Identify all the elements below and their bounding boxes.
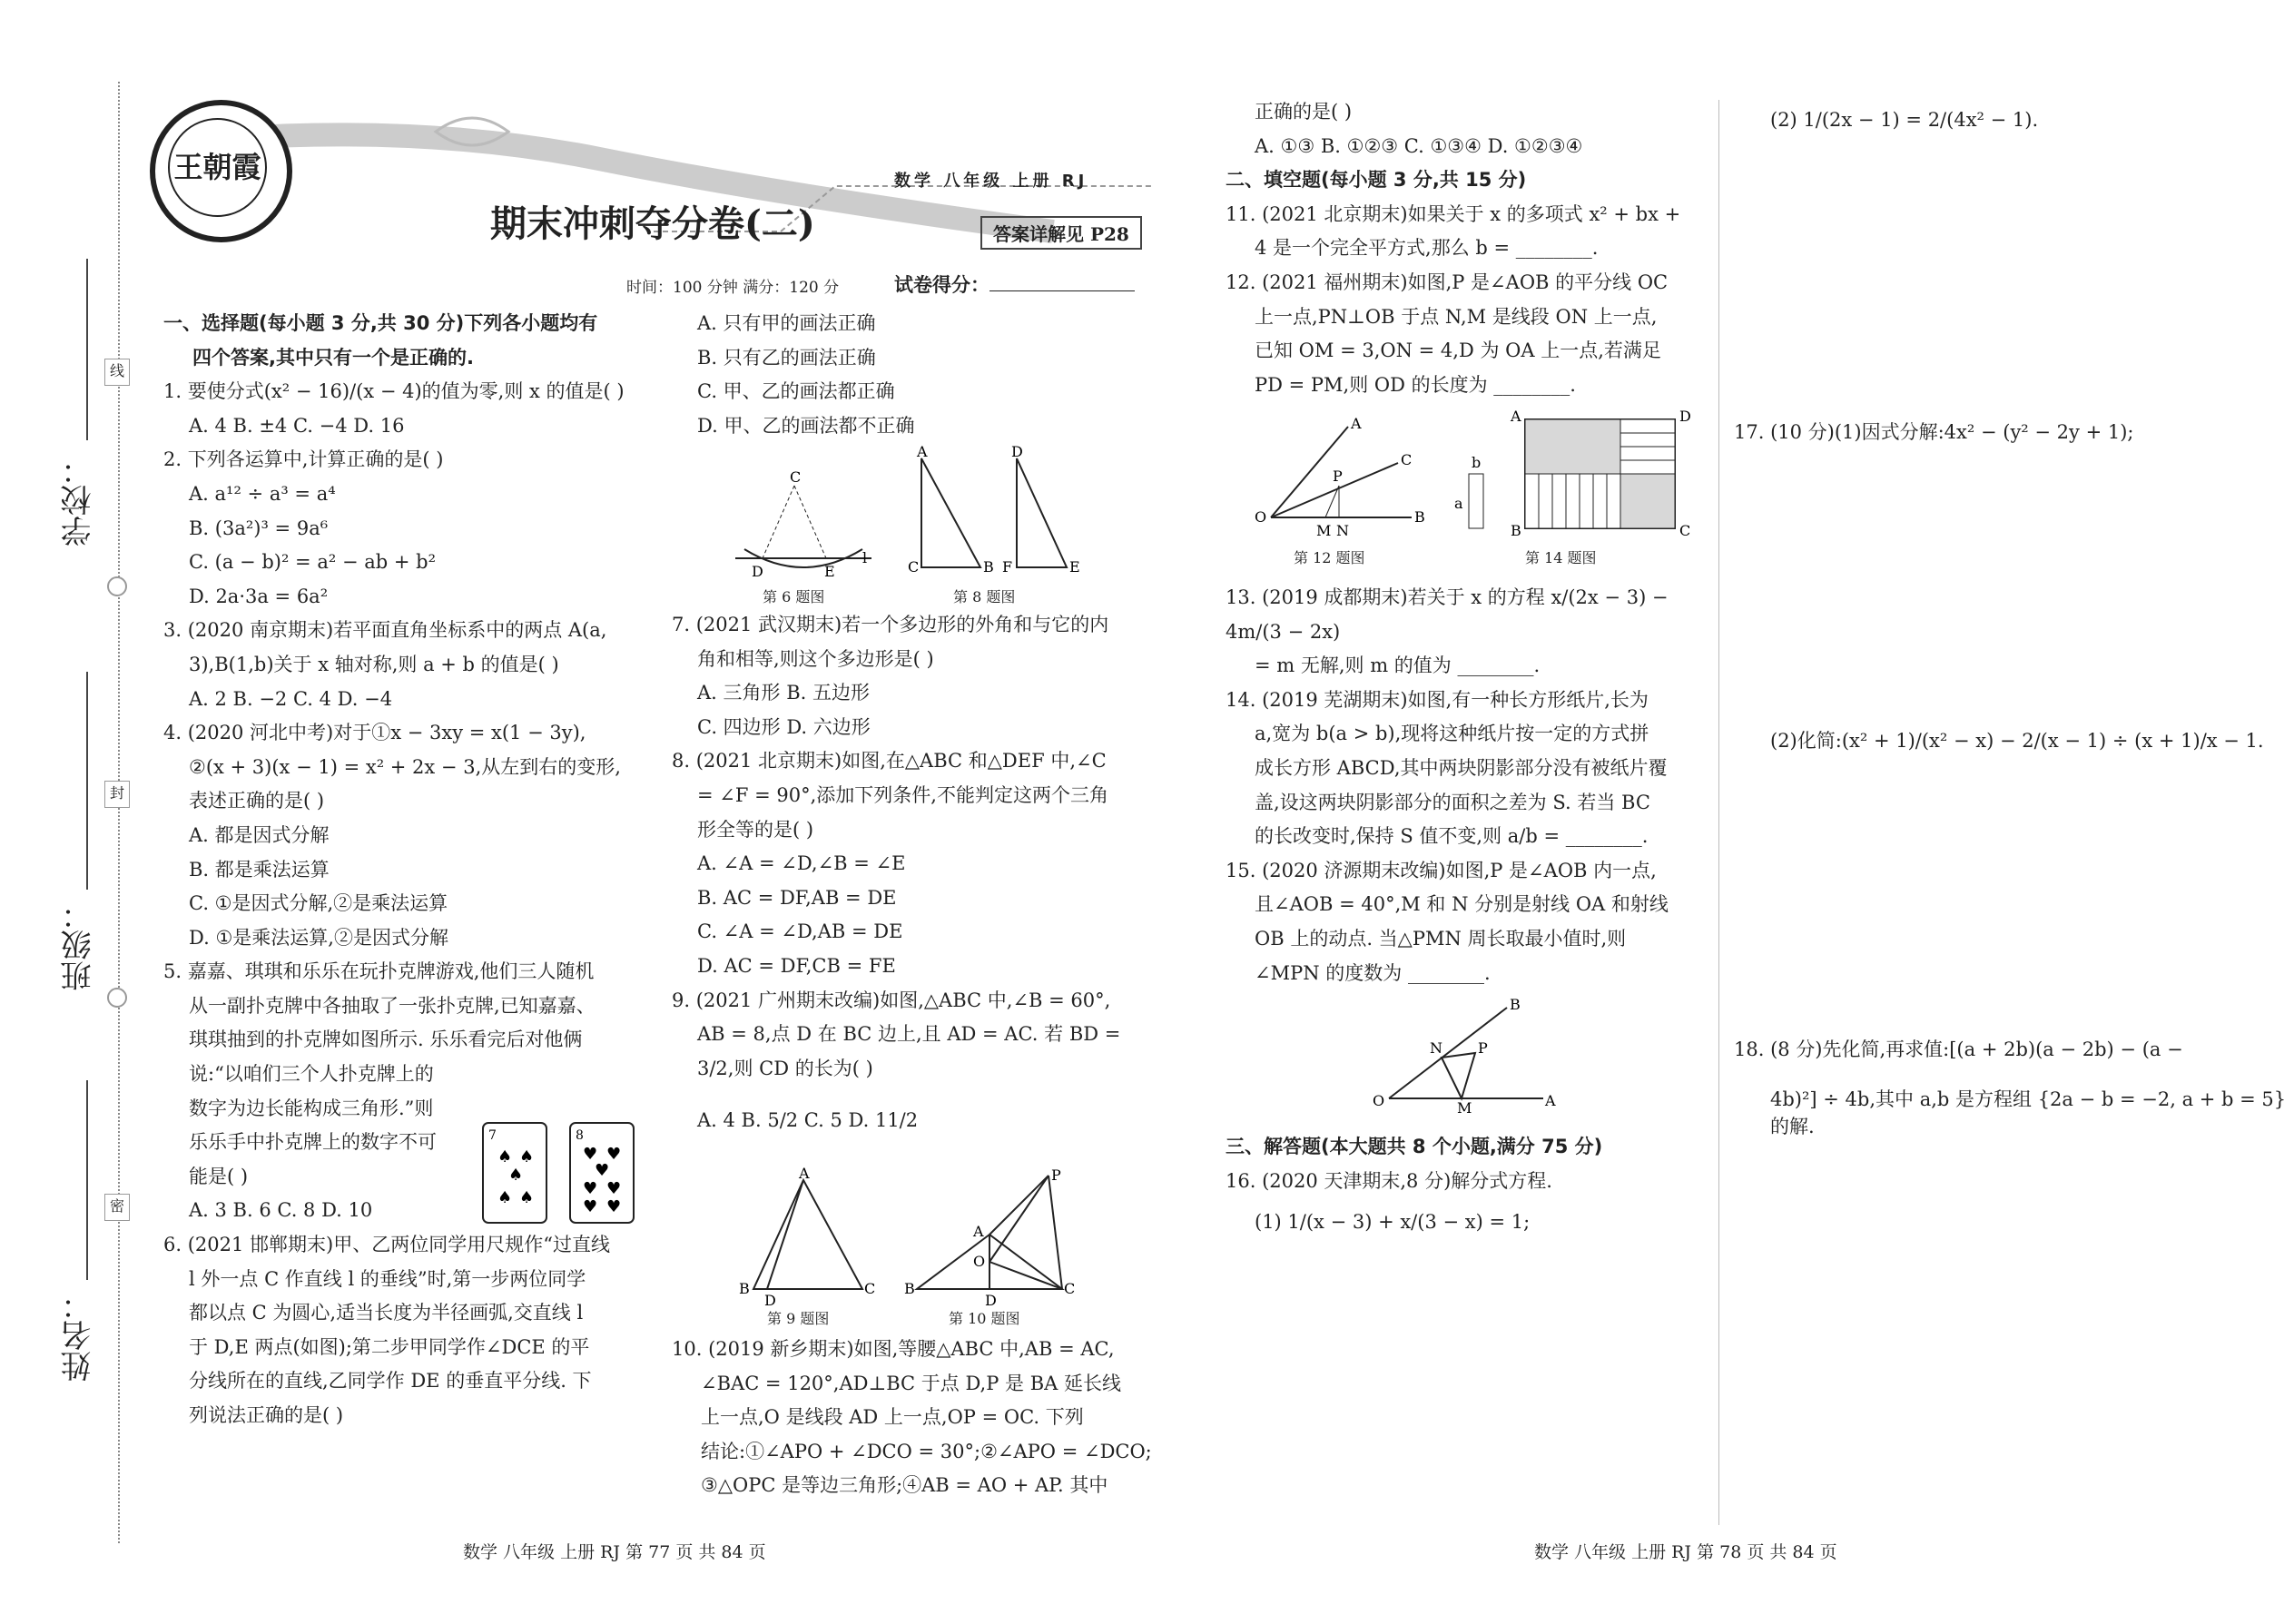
- section-3-title: 三、解答题(本大题共 8 个小题,满分 75 分): [1226, 1136, 1603, 1157]
- segment-po: [989, 1176, 1049, 1262]
- question-9: 9. (2021 广州期末改编)如图,△ABC 中,∠B = 60°,: [672, 989, 1111, 1011]
- class-blank: [86, 672, 88, 890]
- label-a15: A: [1545, 1092, 1556, 1109]
- q4-option-b: B. 都是乘法运算: [189, 858, 330, 881]
- question-18: 18. (8 分)先化简,再求值:[(a + 2b)(a − 2b) − (a −: [1734, 1038, 2183, 1060]
- question-12: 12. (2021 福州期末)如图,P 是∠AOB 的平分线 OC: [1226, 271, 1669, 293]
- figure-6-and-8: [726, 443, 1144, 589]
- binding-hole-icon: [107, 576, 127, 596]
- question-15-line2: 且∠AOB = 40°,M 和 N 分别是射线 OA 和射线: [1255, 893, 1669, 916]
- figure-8-caption: 第 8 题图: [953, 588, 1016, 605]
- heart-icon: ♥: [606, 1179, 622, 1198]
- label-a: A: [917, 443, 928, 460]
- question-3: 3. (2020 南京期末)若平面直角坐标系中的两点 A(a,: [163, 619, 607, 642]
- question-4-line2: ②(x + 3)(x − 1) = x² + 2x − 3,从左到右的变形,: [189, 755, 621, 778]
- figure-10-caption: 第 10 题图: [949, 1310, 1020, 1327]
- label-a-side: a: [1454, 495, 1463, 512]
- spade-icon: ♠: [497, 1147, 513, 1166]
- question-14-line5: 的长改变时,保持 S 值不变,则 a/b = ________.: [1255, 825, 1649, 848]
- label-l: l: [862, 549, 868, 566]
- ray-ob15: [1389, 1008, 1507, 1098]
- strip: [1539, 474, 1552, 528]
- question-3-line2: 3),B(1,b)关于 x 轴对称,则 a + b 的值是( ): [189, 653, 559, 675]
- question-10-line3: 上一点,O 是线段 AD 上一点,OP = OC. 下列: [701, 1406, 1084, 1429]
- answer-reference: 答案详解见 P28: [980, 216, 1142, 250]
- question-6-line4: 于 D,E 两点(如图);第二步甲同学作∠DCE 的平: [189, 1335, 590, 1358]
- figure-9-and-10: [726, 1165, 1144, 1311]
- question-7-options-2: C. 四边形 D. 六边形: [697, 715, 871, 738]
- question-12-line2: 上一点,PN⊥OB 于点 N,M 是线段 ON 上一点,: [1255, 305, 1658, 328]
- q8-option-d: D. AC = DF,CB = FE: [697, 954, 896, 977]
- question-1: 1. 要使分式(x² − 16)/(x − 4)的值为零,则 x 的值是( ): [163, 380, 625, 403]
- label-c: C: [790, 468, 802, 486]
- score-label: [894, 271, 1135, 298]
- question-11: 11. (2021 北京期末)如果关于 x 的多项式 x² + bx +: [1226, 202, 1681, 225]
- seal-seal-mark: 封: [104, 781, 130, 808]
- label-b-side: b: [1472, 454, 1482, 471]
- question-6-line5: 分线所在的直线,乙同学作 DE 的垂直平分线. 下: [189, 1370, 592, 1393]
- label-p10: P: [1051, 1166, 1061, 1184]
- strip: [1620, 447, 1675, 460]
- heart-icon: ♥: [583, 1197, 598, 1216]
- label-d10: D: [985, 1292, 997, 1309]
- column-2: [672, 307, 1162, 443]
- name-label: 姓名：: [61, 1289, 97, 1382]
- score-blank[interactable]: [989, 290, 1135, 291]
- label-m12: M: [1316, 522, 1332, 539]
- question-8-line3: 形全等的是( ): [697, 818, 814, 841]
- question-8-line2: = ∠F = 90°,添加下列条件,不能判定这两个三角: [697, 783, 1108, 806]
- question-14: 14. (2019 芜湖期末)如图,有一种长方形纸片,长为: [1226, 688, 1649, 711]
- question-15: 15. (2020 济源期末改编)如图,P 是∠AOB 内一点,: [1226, 859, 1657, 881]
- question-15-line3: OB 上的动点. 当△PMN 周长取最小值时,则: [1255, 927, 1627, 950]
- label-o15: O: [1373, 1092, 1385, 1109]
- playing-cards-figure: [481, 1121, 645, 1234]
- label-b15: B: [1510, 996, 1521, 1013]
- score-label-text: 试卷得分：: [894, 274, 989, 296]
- figure-6-caption: 第 6 题图: [763, 588, 825, 605]
- question-11-line2: 4 是一个完全平方式,那么 b = ________.: [1255, 237, 1599, 260]
- question-18-line2: 4b)²] ÷ 4b,其中 a,b 是方程组 {2a − b = −2, a + b = 5} 的解.: [1770, 1088, 2287, 1137]
- triangle-abc9: [753, 1180, 862, 1289]
- spade-icon: ♠: [519, 1147, 535, 1166]
- label-n15: N: [1430, 1039, 1442, 1057]
- q4-option-c: C. ①是因式分解,②是乘法运算: [189, 892, 448, 915]
- label-p12: P: [1333, 468, 1343, 485]
- q6-option-a: A. 只有甲的画法正确: [697, 312, 876, 334]
- label-d14: D: [1679, 408, 1691, 425]
- figure-12-and-14: [1253, 408, 1698, 548]
- section-1-title-2: 四个答案,其中只有一个是正确的.: [192, 346, 474, 369]
- binding-hole-icon: [107, 988, 127, 1008]
- publisher-logo: [150, 100, 292, 242]
- column-3: [1226, 95, 1707, 402]
- segment-ad9: [767, 1180, 803, 1289]
- page-title: 期末冲刺夺分卷(二): [490, 202, 815, 245]
- question-10-line5: ③△OPC 是等边三角形;④AB = AO + AP. 其中: [701, 1474, 1108, 1497]
- footer-right: 数学 八年级 上册 RJ 第 78 页 共 84 页: [1534, 1542, 1837, 1562]
- label-o10: O: [973, 1253, 986, 1270]
- subject-tags: 数学 八年级 上册 RJ: [894, 172, 1088, 191]
- question-6: 6. (2021 邯郸期末)甲、乙两位同学用尺规作“过直线: [163, 1234, 610, 1256]
- q8-option-a: A. ∠A = ∠D,∠B = ∠E: [697, 852, 906, 875]
- triangle-def: [1017, 458, 1067, 567]
- figure-9-caption: 第 9 题图: [767, 1310, 830, 1327]
- column-1: [163, 307, 635, 1433]
- question-4: 4. (2020 河北中考)对于①x − 3xy = x(1 − 3y),: [163, 722, 586, 744]
- question-5-line7: 能是( ): [189, 1165, 249, 1187]
- question-10-line6: 正确的是( ): [1255, 101, 1353, 123]
- question-10-line2: ∠BAC = 120°,AD⊥BC 于点 D,P 是 BA 延长线: [701, 1372, 1121, 1394]
- strip: [1607, 474, 1620, 528]
- seal-line-mark: 线: [104, 359, 130, 386]
- question-10: 10. (2019 新乡期末)如图,等腰△ABC 中,AB = AC,: [672, 1338, 1115, 1360]
- question-13: 13. (2019 成都期末)若关于 x 的方程 x/(2x − 3) − 4m/(3 − 2x): [1226, 586, 1669, 643]
- q2-option-c: C. (a − b)² = a² − ab + b²: [189, 551, 436, 574]
- heart-icon: ♥: [583, 1179, 598, 1198]
- extension-ap: [989, 1176, 1049, 1235]
- column-3-bottom: [1226, 1130, 1707, 1240]
- question-5: 5. 嘉嘉、琪琪和乐乐在玩扑克牌游戏,他们三人随机: [163, 960, 595, 983]
- question-2: 2. 下列各运算中,计算正确的是( ): [163, 448, 444, 471]
- label-b: B: [983, 558, 994, 576]
- label-c8: C: [908, 558, 920, 576]
- triangle-pmn: [1442, 1053, 1475, 1098]
- segment-ce: [794, 486, 826, 558]
- column-2-lower: [672, 608, 1162, 1138]
- fig9-fig10-svg: [726, 1165, 1144, 1309]
- fig6-fig8-svg: [726, 443, 1144, 586]
- binding-dotted-line: [118, 82, 120, 1543]
- strip: [1620, 433, 1675, 447]
- question-17: 17. (10 分)(1)因式分解:4x² − (y² − 2y + 1);: [1734, 421, 2134, 443]
- section-2-title: 二、填空题(每小题 3 分,共 15 分): [1226, 169, 1527, 192]
- shaded-region-1: [1525, 419, 1620, 474]
- q4-option-a: A. 都是因式分解: [189, 823, 330, 846]
- column-divider: [1718, 100, 1719, 1525]
- label-d9: D: [764, 1292, 776, 1309]
- strip: [1620, 460, 1675, 474]
- question-3-options: A. 2 B. −2 C. 4 D. −4: [189, 687, 393, 710]
- question-7-options-1: A. 三角形 B. 五边形: [697, 682, 870, 704]
- question-5-options: A. 3 B. 6 C. 8 D. 10: [189, 1199, 373, 1222]
- strip: [1552, 474, 1566, 528]
- question-4-line3: 表述正确的是( ): [189, 790, 325, 812]
- question-12-line3: 已知 OM = 3,ON = 4,D 为 OA 上一点,若满足: [1255, 340, 1661, 362]
- label-b9: B: [739, 1280, 750, 1297]
- school-label: 学校：: [61, 454, 97, 546]
- column-3-middle: [1226, 581, 1707, 990]
- question-15-line4: ∠MPN 的度数为 ________.: [1255, 961, 1491, 984]
- q2-option-b: B. (3a²)³ = 9a⁶: [189, 517, 329, 539]
- name-blank: [86, 1080, 88, 1280]
- question-16: 16. (2020 天津期末,8 分)解分式方程.: [1226, 1169, 1552, 1192]
- fig15-svg: [1371, 996, 1570, 1117]
- footer-left: 数学 八年级 上册 RJ 第 77 页 共 84 页: [463, 1542, 766, 1562]
- segment-oc: [989, 1262, 1062, 1289]
- heart-icon: ♥: [583, 1145, 598, 1164]
- figure-15: [1371, 996, 1570, 1117]
- shaded-region-2: [1620, 474, 1675, 528]
- label-e8: E: [1069, 558, 1080, 576]
- figure-14-caption: 第 14 题图: [1525, 549, 1597, 566]
- q8-option-c: C. ∠A = ∠D,AB = DE: [697, 920, 903, 943]
- q8-option-b: B. AC = DF,AB = DE: [697, 886, 897, 909]
- q2-option-a: A. a¹² ÷ a³ = a⁴: [189, 482, 336, 505]
- school-blank: [86, 259, 88, 440]
- column-2-bottom: [672, 1333, 1162, 1503]
- question-5-line4: 说:“以咱们三个人扑克牌上的: [189, 1063, 434, 1086]
- question-9-line2: AB = 8,点 D 在 BC 边上,且 AD = AC. 若 BD =: [697, 1023, 1121, 1046]
- label-o12: O: [1255, 508, 1267, 526]
- heart-icon: ♥: [595, 1161, 610, 1180]
- fig12-fig14-svg: [1253, 408, 1698, 545]
- spade-icon: ♠: [497, 1188, 513, 1207]
- question-9-line3: 3/2,则 CD 的长为( ): [697, 1057, 873, 1079]
- label-c12: C: [1401, 451, 1413, 468]
- label-b12: B: [1414, 508, 1425, 526]
- question-7-line2: 角和相等,则这个多边形是( ): [697, 647, 934, 670]
- strip: [1525, 474, 1539, 528]
- label-b14: B: [1511, 522, 1521, 539]
- question-5-line3: 琪琪抽到的扑克牌如图所示. 乐乐看完后对他俩: [189, 1029, 583, 1051]
- question-5-line5: 数字为边长能构成三角形.”则: [189, 1097, 434, 1119]
- spade-icon: ♠: [508, 1166, 524, 1185]
- strip: [1593, 474, 1607, 528]
- q6-option-c: C. 甲、乙的画法都正确: [697, 380, 895, 403]
- question-10-options: A. ①③ B. ①②③ C. ①③④ D. ①②③④: [1255, 134, 1583, 157]
- question-8: 8. (2021 北京期末)如图,在△ABC 和△DEF 中,∠C: [672, 750, 1107, 773]
- label-d: D: [752, 563, 763, 580]
- question-5-line6: 乐乐手中扑克牌上的数字不可: [189, 1131, 437, 1154]
- exam-meta: 时间：100 分钟 满分：120 分: [626, 279, 840, 297]
- question-6-line6: 列说法正确的是( ): [189, 1404, 344, 1426]
- question-7: 7. (2021 武汉期末)若一个多边形的外角和与它的内: [672, 614, 1109, 635]
- label-a9: A: [799, 1165, 810, 1182]
- heart-icon: ♥: [606, 1145, 622, 1164]
- triangle-abc: [921, 458, 980, 567]
- label-c10: C: [1064, 1280, 1076, 1297]
- label-c14: C: [1679, 522, 1691, 539]
- strip: [1580, 474, 1593, 528]
- seal-secret-mark: 密: [104, 1194, 130, 1221]
- label-e: E: [824, 563, 835, 580]
- segment-pc: [1049, 1176, 1062, 1289]
- section-1-title: 一、选择题(每小题 3 分,共 30 分)下列各小题均有: [163, 312, 598, 334]
- card-eight-rank: 8: [576, 1128, 584, 1143]
- segment-cd: [763, 486, 794, 558]
- question-9-options: A. 4 B. 5/2 C. 5 D. 11/2: [697, 1109, 919, 1132]
- q2-option-d: D. 2a·3a = 6a²: [189, 585, 329, 607]
- label-n12: N: [1336, 522, 1349, 539]
- label-p15: P: [1478, 1039, 1488, 1057]
- question-14-line3: 成长方形 ABCD,其中两块阴影部分没有被纸片覆: [1255, 756, 1668, 779]
- question-16-part1: (1) 1/(x − 3) + x/(3 − x) = 1;: [1255, 1211, 1531, 1234]
- question-13-line2: = m 无解,则 m 的值为 ________.: [1255, 655, 1541, 677]
- label-a10: A: [973, 1223, 984, 1240]
- q6-option-d: D. 甲、乙的画法都不正确: [697, 414, 915, 437]
- label-m15: M: [1457, 1099, 1472, 1117]
- question-6-line3: 都以点 C 为圆心,适当长度为半径画弧,交直线 l: [189, 1302, 584, 1324]
- question-14-line4: 盖,设这两块阴影部分的面积之差为 S. 若当 BC: [1255, 791, 1650, 813]
- paper-strip-ab: [1469, 474, 1483, 528]
- q6-option-b: B. 只有乙的画法正确: [697, 346, 876, 369]
- strip: [1620, 419, 1675, 433]
- cards-svg: [481, 1121, 645, 1230]
- question-12-line4: PD = PM,则 OD 的长度为 ________.: [1255, 373, 1576, 396]
- logo-text: 王朝霞: [168, 118, 267, 217]
- q4-option-d: D. ①是乘法运算,②是因式分解: [189, 926, 448, 949]
- card-seven-rank: 7: [488, 1128, 497, 1143]
- label-d8: D: [1011, 443, 1023, 460]
- question-14-line2: a,宽为 b(a > b),现将这种纸片按一定的方式拼: [1255, 723, 1649, 745]
- label-f: F: [1002, 558, 1013, 576]
- class-label: 班级：: [61, 899, 97, 991]
- question-10-line4: 结论:①∠APO + ∠DCO = 30°;②∠APO = ∠DCO;: [701, 1440, 1152, 1462]
- spade-icon: ♠: [519, 1188, 535, 1207]
- question-17-part2: (2)化简:(x² + 1)/(x² − x) − 2/(x − 1) ÷ (x + 1)/x − 1.: [1770, 730, 2264, 752]
- figure-12-caption: 第 12 题图: [1294, 549, 1365, 566]
- question-5-line2: 从一副扑克牌中各抽取了一张扑克牌,已知嘉嘉、: [189, 994, 596, 1017]
- label-a14: A: [1511, 408, 1521, 425]
- label-a12: A: [1351, 415, 1362, 432]
- question-16-part2: (2) 1/(2x − 1) = 2/(4x² − 1).: [1770, 109, 2039, 131]
- strip: [1566, 474, 1580, 528]
- label-b10: B: [904, 1280, 915, 1297]
- heart-icon: ♥: [606, 1197, 622, 1216]
- label-c9: C: [864, 1280, 876, 1297]
- question-6-line2: l 外一点 C 作直线 l 的垂线”时,第一步两位同学: [189, 1267, 586, 1290]
- question-1-options: A. 4 B. ±4 C. −4 D. 16: [189, 414, 405, 437]
